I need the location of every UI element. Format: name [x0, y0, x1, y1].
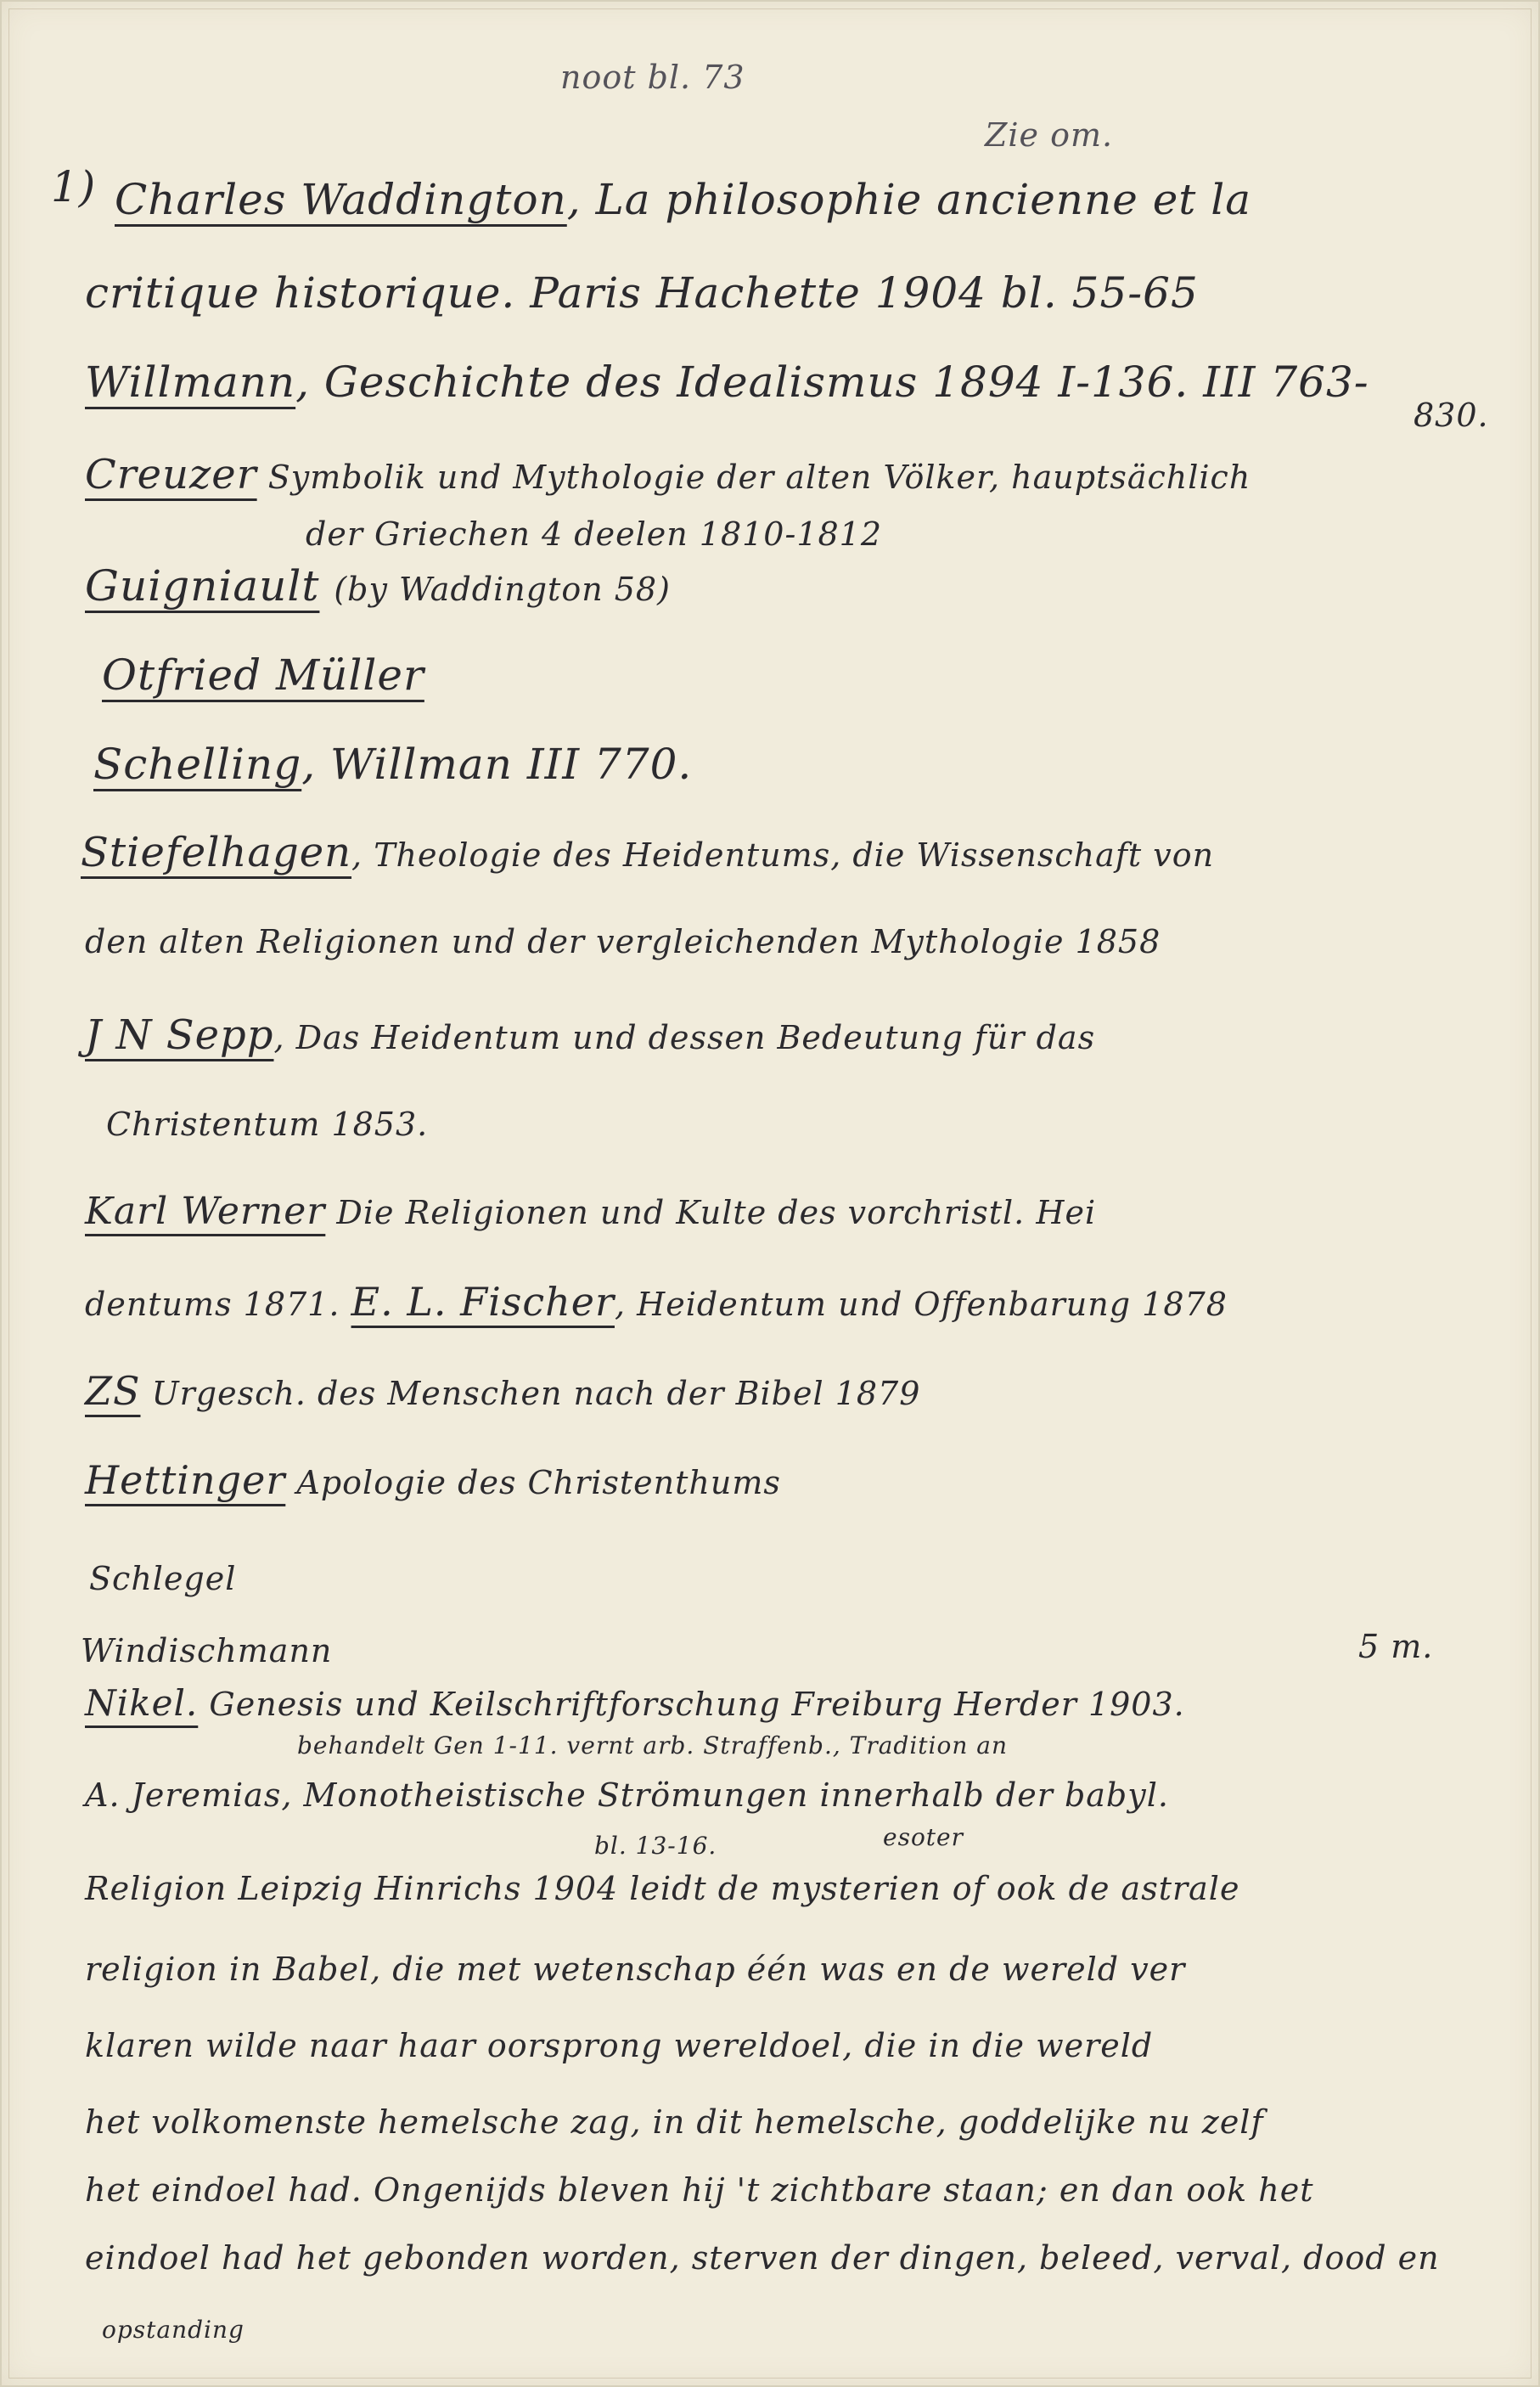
paragraph-line: het eindoel had. Ongenijds bleven hij 't zichtbare staan; en dan ook het — [85, 2171, 1314, 2209]
entry-schlegel: Schlegel — [89, 1560, 237, 1597]
paragraph-line: Religion Leipzig Hinrichs 1904 leidt de mysterien of ook de astrale — [85, 1870, 1240, 1907]
entry-text: Apologie des Christenthums — [296, 1464, 781, 1501]
author-name: Hettinger — [85, 1457, 286, 1503]
entry-hettinger — [85, 1457, 781, 1503]
paragraph-line: eindoel had het gebonden worden, sterven der dingen, beleed, verval, dood en — [85, 2239, 1440, 2277]
entry-nikel — [85, 1682, 1185, 1724]
entry-text: , Heidentum und Offenbarung 1878 — [614, 1286, 1228, 1323]
author-name: Schelling — [93, 740, 302, 789]
footnote-marker: 1) — [51, 162, 97, 211]
author-name: Otfried Müller — [102, 650, 424, 700]
interlinear-pages: bl. 13-16. — [594, 1832, 717, 1860]
entry-text: , Das Heidentum und dessen Bedeutung für das — [273, 1019, 1096, 1056]
author-name: Guigniault — [85, 561, 320, 611]
entry-price: 5 m. — [1358, 1628, 1434, 1665]
entry-schelling — [93, 740, 693, 789]
entry-text: Urgesch. des Menschen nach der Bibel 1879 — [151, 1375, 921, 1412]
entry-werner — [85, 1190, 1097, 1233]
entry-text: , Willman III 770. — [301, 740, 693, 789]
entry-text: dentums 1871. — [85, 1286, 340, 1323]
interlinear-word: esoter — [883, 1823, 964, 1851]
entry-stiefelhagen — [81, 829, 1215, 876]
entry-text: , Monotheistische Strömungen innerhalb der babyl. — [281, 1776, 1169, 1814]
entry-text-line: den alten Religionen und der vergleichenden Mythologie 1858 — [85, 923, 1161, 960]
page-reference: noot bl. 73 — [560, 59, 745, 96]
entry-text: Genesis und Keilschriftforschung Freiburg Herder 1903. — [209, 1686, 1185, 1723]
author-name: Nikel. — [85, 1682, 199, 1724]
entry-text-line: 830. — [1414, 397, 1489, 434]
entry-text: , Geschichte des Idealismus 1894 I-136. III 763- — [295, 357, 1369, 407]
author-name: E. L. Fischer — [351, 1279, 615, 1325]
author-name: A. Jeremias — [85, 1776, 282, 1814]
entry-sepp — [85, 1011, 1096, 1059]
author-name: ZS — [85, 1368, 141, 1414]
entry-creuzer — [85, 451, 1251, 498]
entry-text: Symbolik und Mythologie der alten Völker, hauptsächlich — [267, 459, 1251, 496]
entry-fischer — [85, 1279, 1228, 1325]
author-name: J N Sepp — [85, 1011, 274, 1059]
paragraph-line: het volkomenste hemelsche zag, in dit hemelsche, goddelijke nu zelf — [85, 2103, 1264, 2141]
entry-text: , Theologie des Heidentums, die Wissenschaft von — [351, 836, 1215, 874]
entry-windischmann: Windischmann — [81, 1632, 333, 1669]
entry-guigniault — [85, 561, 671, 611]
paragraph-line: klaren wilde naar haar oorsprong wereldoel, die in die wereld — [85, 2027, 1154, 2064]
author-name: Karl Werner — [85, 1190, 326, 1233]
author-name: Creuzer — [85, 451, 257, 498]
entry-jeremias — [85, 1776, 1169, 1814]
entry-text: Die Religionen und Kulte des vorchristl. Hei — [336, 1194, 1097, 1231]
paragraph-line: opstanding — [102, 2316, 244, 2344]
entry-text: , La philosophie ancienne et la — [566, 175, 1252, 224]
see-note: Zie om. — [985, 116, 1114, 154]
entry-urgeschichte — [85, 1368, 921, 1414]
entry-waddington — [115, 175, 1252, 224]
entry-text-line: behandelt Gen 1-11. vernt arb. Straffenb., Tradition an — [297, 1731, 1009, 1759]
entry-muller — [102, 650, 424, 700]
entry-text: (by Waddington 58) — [334, 571, 671, 608]
author-name: Charles Waddington — [115, 175, 567, 224]
entry-text-line: Christentum 1853. — [106, 1106, 429, 1143]
entry-text-line: der Griechen 4 deelen 1810-1812 — [306, 515, 883, 553]
entry-text-line: critique historique. Paris Hachette 1904 bl. 55-65 — [85, 268, 1199, 318]
author-name: Willmann — [85, 357, 296, 407]
paragraph-line: religion in Babel, die met wetenschap één was en de wereld ver — [85, 1951, 1186, 1988]
author-name: Stiefelhagen — [81, 829, 352, 876]
entry-willmann — [85, 357, 1369, 407]
